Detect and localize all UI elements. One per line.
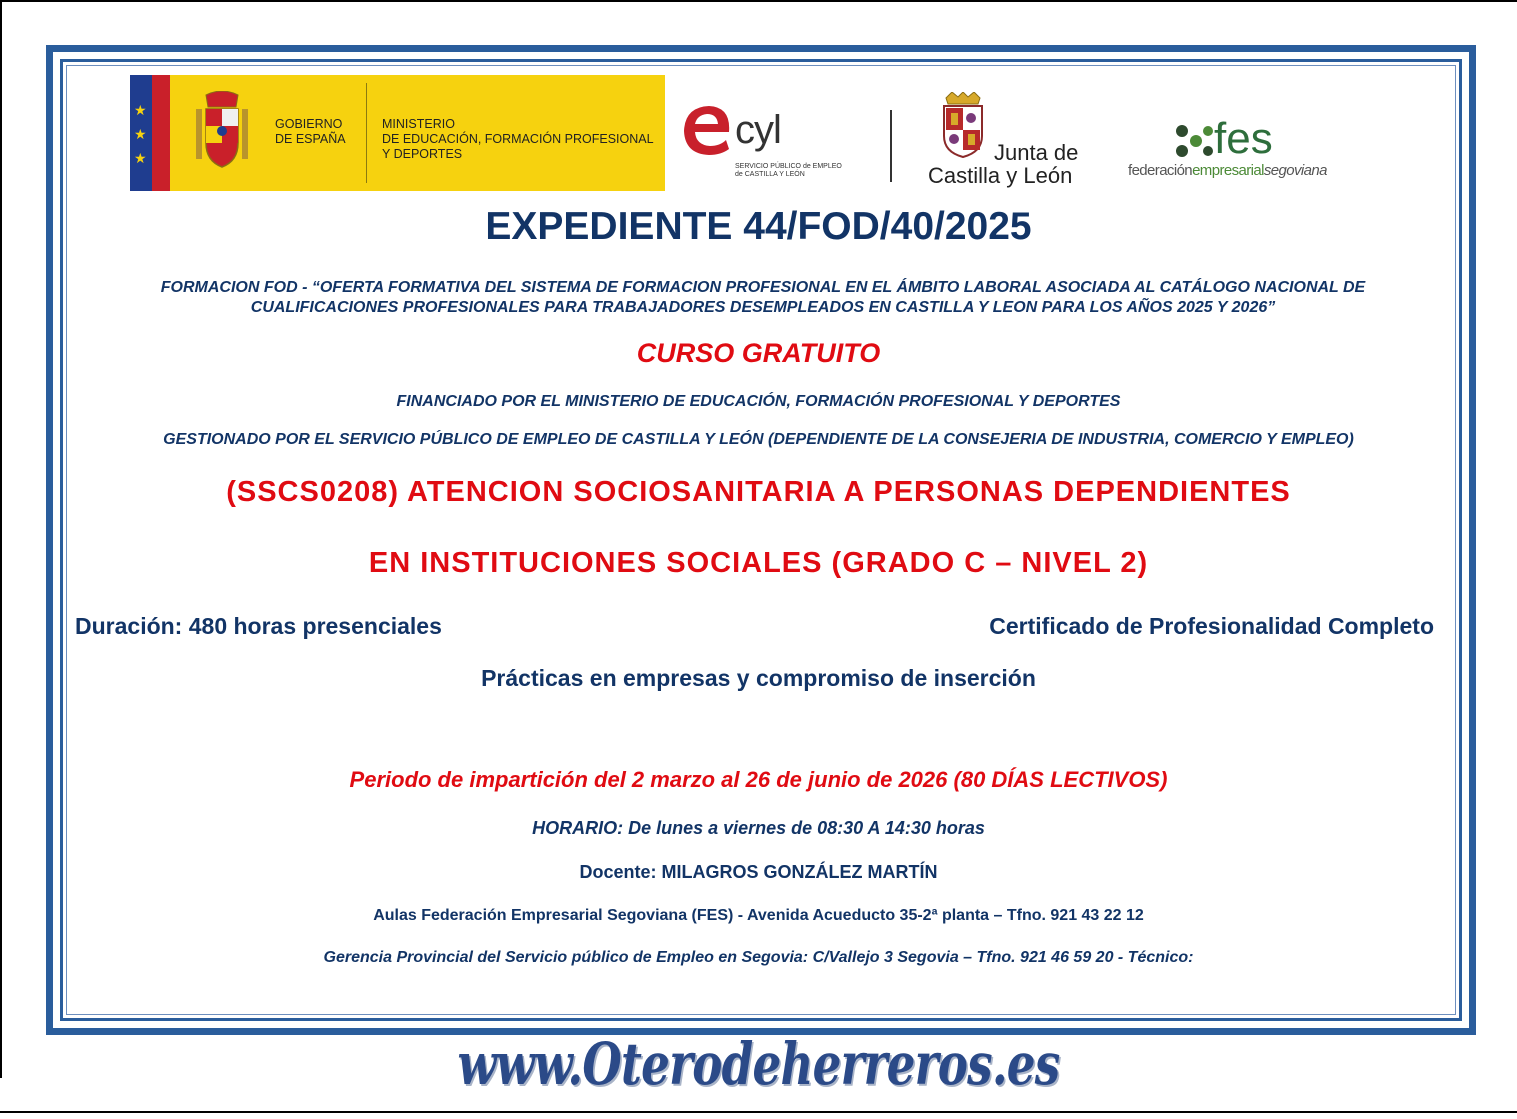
fes-logo [1128,114,1348,184]
course-title-line1: (SSCS0208) ATENCION SOCIOSANITARIA A PERSONAS DEPENDIENTES [226,476,1291,508]
course-title-line2: EN INSTITUCIONES SOCIALES (GRADO C – NIVEL 2) [368,547,1149,579]
website-watermark: www.Oterodeherreros.es [457,1030,1060,1098]
certificado-text: Certificado de Profesionalidad Completo [989,613,1434,639]
page-border-bottom [0,1111,1517,1113]
ecyl-subtitle [735,163,865,179]
fes-sub-a: federación [1128,162,1193,179]
curso-gratuito-heading: CURSO GRATUITO [636,338,881,368]
junta-line2: Castilla y León [928,163,1073,188]
periodo-text: Periodo de impartición del 2 marzo al 26 de junio de 2026 (80 DÍAS LECTIVOS) [349,767,1168,792]
junta-shield-icon [940,92,986,158]
formacion-description: FORMACION FOD - “OFERTA FORMATIVA DEL SISTEMA DE FORMACION PROFESIONAL EN EL ÁMBITO LABORAL ASOCIADA AL CATÁLOGO NACIONAL DE CUALIFICACIONES PROFESIONALES PARA TRABAJADORES DESEMPLEADOS EN CASTILLA Y LEON PARA LOS AÑOS 2025 Y 2026” [160,279,1366,316]
logo-divider [366,83,367,183]
page-border-top [0,0,1517,2]
ecyl-e-icon [683,105,733,155]
aulas-text: Aulas Federación Empresarial Segoviana (FES) - Avenida Acueducto 35-2ª planta – Tfno. 921 43 22 12 [373,907,1144,924]
ecyl-logo [683,105,863,183]
fes-sub-c: segoviana [1263,162,1327,179]
spain-flag-strip [152,75,170,191]
practicas-text: Prácticas en empresas y compromiso de inserción [481,665,1036,691]
junta-castilla-leon-logo [928,92,1108,187]
duracion-text: Duración: 480 horas presenciales [75,613,442,639]
frame-top [46,45,1476,52]
gerencia-text: Gerencia Provincial del Servicio público de Empleo en Segovia: C/Vallejo 3 Segovia – Tfno. 921 46 59 20 - Técnico: [323,949,1194,966]
fes-wordmark: fes [1214,114,1273,163]
logo-separator [890,110,892,182]
expediente-title: EXPEDIENTE 44/FOD/40/2025 [485,205,1032,248]
horario-text: HORARIO: De lunes a viernes de 08:30 A 14:30 horas [532,818,985,838]
docente-text: Docente: MILAGROS GONZÁLEZ MARTÍN [579,862,938,882]
gobierno-text [275,117,346,147]
ecyl-wordmark: cyl [735,108,781,152]
gestionado-text: GESTIONADO POR EL SERVICIO PÚBLICO DE EMPLEO DE CASTILLA Y LEÓN (DEPENDIENTE DE LA CONSEJERIA DE INDUSTRIA, COMERCIO Y EMPLEO) [163,431,1354,448]
star-icon: ★ [134,150,147,166]
frame-left [46,45,53,1035]
ministerio-line3: Y DEPORTES [382,147,463,161]
gobierno-line1: GOBIERNO [275,117,343,131]
decorative-frame [46,45,1476,1035]
star-icon: ★ [134,126,147,142]
junta-line1: Junta de [994,140,1079,165]
eu-flag-strip [130,75,152,191]
ministerio-line1: MINISTERIO [382,117,455,131]
frame-right [1469,45,1476,1035]
gobierno-ministerio-logo [130,75,665,191]
ecyl-sub-line1: SERVICIO PÚBLICO de EMPLEO [735,163,842,170]
ministerio-text [382,117,654,162]
ecyl-sub-line2: de CASTILLA Y LEÓN [735,171,805,178]
star-icon: ★ [134,102,147,118]
financiado-text: FINANCIADO POR EL MINISTERIO DE EDUCACIÓN, FORMACIÓN PROFESIONAL Y DEPORTES [396,393,1121,410]
ministerio-line2: DE EDUCACIÓN, FORMACIÓN PROFESIONAL [382,132,654,146]
coat-of-arms-icon [192,91,252,175]
fes-subtitle [1128,162,1327,179]
gobierno-line2: DE ESPAÑA [275,132,346,146]
fes-sub-b: empresarial [1192,162,1264,179]
fes-dots-icon [1174,123,1214,159]
